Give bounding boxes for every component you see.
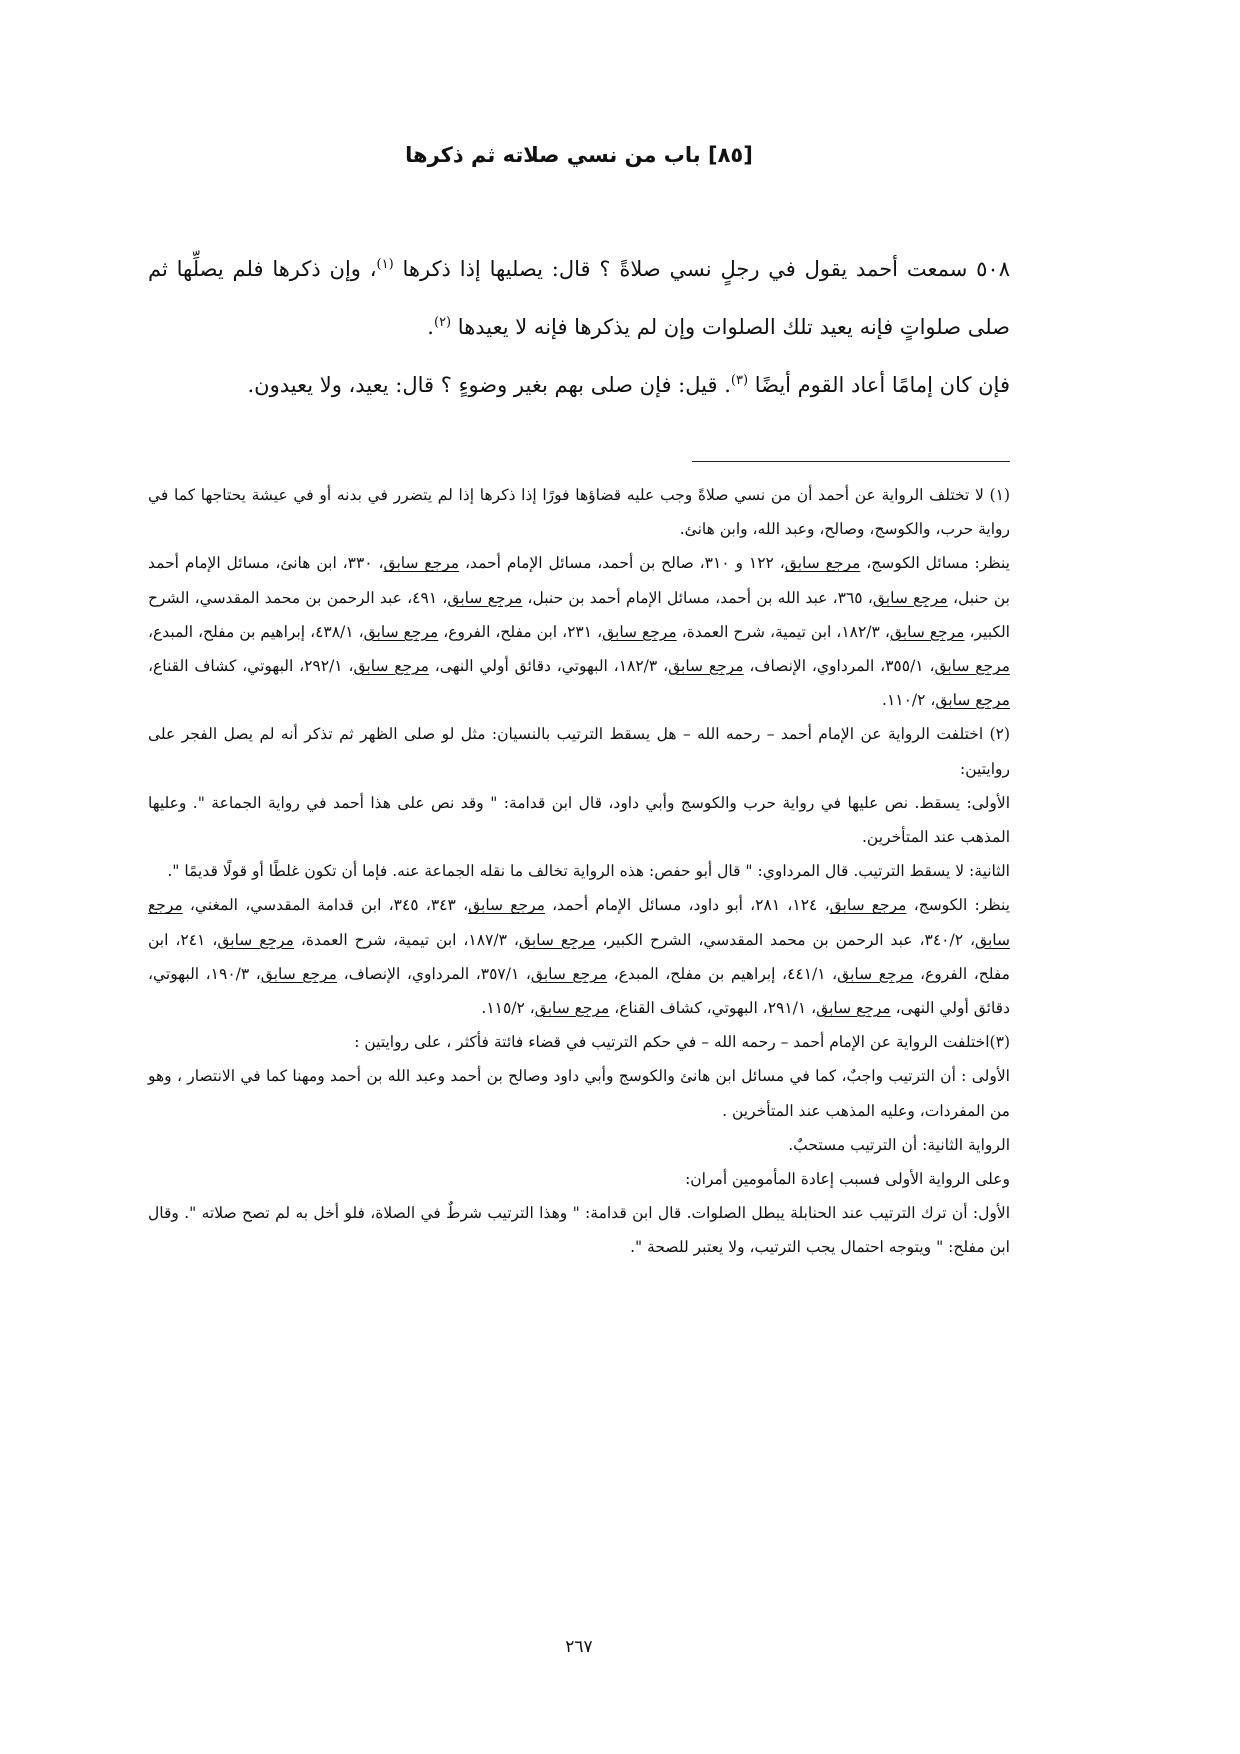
citation-reference: مرجع سابق bbox=[889, 622, 965, 641]
text-run: ينظر: مسائل الكوسج، bbox=[860, 554, 1010, 573]
citation-reference: مرجع سابق bbox=[530, 964, 608, 983]
text-run: الثانية: لا يسقط الترتيب. قال المرداوي: " قال أبو حفص: هذه الرواية تخالف ما نقله الجماعة عنه. فإما أن تكون غلطًا أو قولًا قديمًا ". bbox=[167, 862, 1010, 881]
text-run: ، ٢٤١، ابن مفلح، الفروع، bbox=[148, 930, 1010, 983]
citation-reference: مرجع سابق bbox=[816, 999, 891, 1018]
text-run: ، ٣٤٣، ٣٤٥، ابن قدامة المقدسي، المغني، bbox=[182, 896, 469, 915]
text-run: فإن كان إمامًا أعاد القوم أيضًا bbox=[748, 373, 1010, 397]
citation-reference: مرجع سابق bbox=[934, 657, 1010, 676]
text-run: ، ٣٦٥، عبد الله بن أحمد، مسائل الإمام أحمد بن حنبل، bbox=[522, 588, 873, 607]
text-run: . قيل: فإن صلى بهم بغير وضوءٍ ؟ قال: يعيد، ولا يعيدون. bbox=[247, 373, 731, 397]
footnote-paragraph bbox=[148, 546, 1010, 717]
text-run: ، ٣٥٥/١، المرداوي، الإنصاف، bbox=[743, 657, 935, 676]
citation-reference: مرجع سابق bbox=[935, 691, 1010, 710]
citation-reference: مرجع سابق bbox=[383, 554, 460, 573]
text-run: ، ٤٩١، عبد الرحمن بن محمد المقدسي، الشرح الكبير، bbox=[148, 588, 1010, 641]
footnote-paragraph bbox=[148, 717, 1010, 785]
text-run: ينظر: الكوسج، bbox=[906, 896, 1010, 915]
citation-reference: مرجع سابق bbox=[829, 896, 907, 915]
text-run: (٢) اختلفت الرواية عن الإمام أحمد – رحمه الله – هل يسقط الترتيب بالنسيان: مثل لو صلى الظهر ثم تذكر أنه لم يصل الفجر على روايتين: bbox=[148, 725, 1010, 778]
text-run: (٣)اختلفت الرواية عن الإمام أحمد – رحمه الله – في حكم الترتيب في قضاء فائتة فأكثر ، على روايتين : bbox=[354, 1033, 1010, 1052]
footnote-marker: (٢) bbox=[433, 315, 452, 330]
citation-reference: مرجع سابق bbox=[872, 588, 948, 607]
citation-reference: مرجع سابق bbox=[363, 622, 439, 641]
citation-reference: مرجع سابق bbox=[602, 622, 677, 641]
citation-reference: مرجع سابق bbox=[837, 964, 914, 983]
footnote-marker: (١) bbox=[376, 257, 394, 272]
text-run: ، ٣٣٠، ابن هانئ، مسائل الإمام أحمد بن حنبل، bbox=[148, 554, 1010, 607]
main-paragraph bbox=[148, 240, 1010, 356]
citation-reference: مرجع سابق bbox=[447, 588, 523, 607]
footnote-paragraph bbox=[148, 786, 1010, 854]
text-run: ، ٤٤١/١، إبراهيم بن مفلح، المبدع، bbox=[607, 964, 838, 983]
footnote-paragraph bbox=[148, 854, 1010, 888]
text-run: ، ٤٣٨/١، إبراهيم بن مفلح، المبدع، bbox=[148, 622, 364, 641]
citation-reference: مرجع سابق bbox=[468, 896, 545, 915]
text-run: ٥٠٨ سمعت أحمد يقول في رجلٍ نسي صلاةً ؟ قال: يصليها إذا ذكرها bbox=[393, 257, 1010, 281]
text-run: ، وإن ذكرها فلم يصلِّها ثم صلى صلواتٍ فإنه يعيد تلك الصلوات وإن لم يذكرها فإنه لا يعيدها bbox=[148, 257, 1010, 339]
page-number: ٢٦٧ bbox=[565, 1637, 593, 1657]
citation-reference: مرجع سابق bbox=[534, 999, 610, 1018]
citation-reference: مرجع سابق bbox=[260, 964, 337, 983]
text-run: ، ١١٥/٢. bbox=[481, 999, 535, 1018]
citation-reference: مرجع سابق bbox=[668, 657, 744, 676]
footnote-marker: (٣) bbox=[730, 373, 749, 388]
main-text bbox=[148, 240, 1010, 414]
text-run: ، ١٢٢ و ٣١٠، صالح بن أحمد، مسائل الإمام أحمد، bbox=[459, 554, 785, 573]
text-run: . bbox=[427, 315, 434, 339]
footnote-paragraph bbox=[148, 1128, 1010, 1162]
text-run: (١) لا تختلف الرواية عن أحمد أن من نسي صلاةً وجب عليه قضاؤها فورًا إذا ذكرها إذا لم يتضرر في بدنه أو في عيشة يحتاجها كما في رواية حرب، والكوسج، وصالح، وعبد الله، وابن هانئ. bbox=[148, 486, 1010, 539]
text-run: الأولى: يسقط. نص عليها في رواية حرب والكوسج وأبي داود، قال ابن قدامة: " وقد نص على هذا أحمد في رواية الجماعة ". وعليها المذهب عند المتأخرين. bbox=[148, 793, 1010, 847]
text-run: ، ١١٠/٢. bbox=[882, 691, 936, 710]
footnote-paragraph bbox=[148, 1025, 1010, 1059]
text-run: الرواية الثانية: أن الترتيب مستحبٌ. bbox=[788, 1135, 1010, 1154]
footnote-separator bbox=[692, 461, 1010, 462]
text-run: ، ٢٩١/١، البهوتي، كشاف القناع، bbox=[609, 999, 817, 1018]
text-run: ، ٣٤٠/٢، عبد الرحمن بن محمد المقدسي، الشرح الكبير، bbox=[595, 930, 976, 949]
citation-reference: مرجع سابق bbox=[518, 930, 596, 949]
document-page bbox=[148, 0, 1010, 1754]
citation-reference: مرجع سابق bbox=[353, 657, 429, 676]
text-run: ، ٢٣١، ابن مفلح، الفروع، bbox=[438, 622, 603, 641]
text-run: ، ٣٥٧/١، المرداوي، الإنصاف، bbox=[337, 964, 531, 983]
text-run: ، ١٨٧/٣، ابن تيمية، شرح العمدة، bbox=[293, 930, 519, 949]
text-run: ، ١٨٢/٣، البهوتي، دقائق أولي النهى، bbox=[428, 657, 669, 676]
text-run: ، ١٨٢/٣، ابن تيمية، شرح العمدة، bbox=[676, 622, 890, 641]
footnote-paragraph bbox=[148, 1059, 1010, 1127]
footnote-paragraph bbox=[148, 1162, 1010, 1196]
footnote-paragraph bbox=[148, 1196, 1010, 1264]
citation-reference: مرجع سابق bbox=[217, 930, 294, 949]
text-run: ، ١٢٤، ٢٨١، أبو داود، مسائل الإمام أحمد، bbox=[544, 896, 830, 915]
chapter-title: [٨٥] باب من نسي صلاته ثم ذكرها bbox=[405, 143, 753, 167]
footnotes bbox=[148, 478, 1010, 1265]
text-run: وعلى الرواية الأولى فسبب إعادة المأمومين أمران: bbox=[685, 1170, 1010, 1189]
citation-reference: مرجع سابق bbox=[784, 554, 861, 573]
citation-reference: مرجع سابق bbox=[148, 896, 1010, 949]
footnote-paragraph bbox=[148, 888, 1010, 1025]
footnote-paragraph bbox=[148, 478, 1010, 546]
text-run: الأولى : أن الترتيب واجبٌ، كما في مسائل ابن هانئ والكوسج وأبي داود وصالح بن أحمد وعبد الله بن أحمد ومهنا كما في الانتصار ، وهو من المفردات، وعليه المذهب عند المتأخرين . bbox=[148, 1067, 1010, 1120]
text-run: ، ١٩٠/٣، البهوتي، دقائق أولي النهى، bbox=[148, 964, 1010, 1018]
text-run: الأول: أن ترك الترتيب عند الحنابلة يبطل الصلوات. قال ابن قدامة: " وهذا الترتيب شرطٌ في الصلاة، فلو أخل به لم تصح صلاته ". وقال ابن مفلح: " ويتوجه احتمال يجب الترتيب، ولا يعتبر للصحة ". bbox=[148, 1204, 1010, 1257]
text-run: ، ٢٩٢/١، البهوتي، كشاف القناع، bbox=[148, 657, 354, 676]
main-paragraph bbox=[148, 356, 1010, 414]
